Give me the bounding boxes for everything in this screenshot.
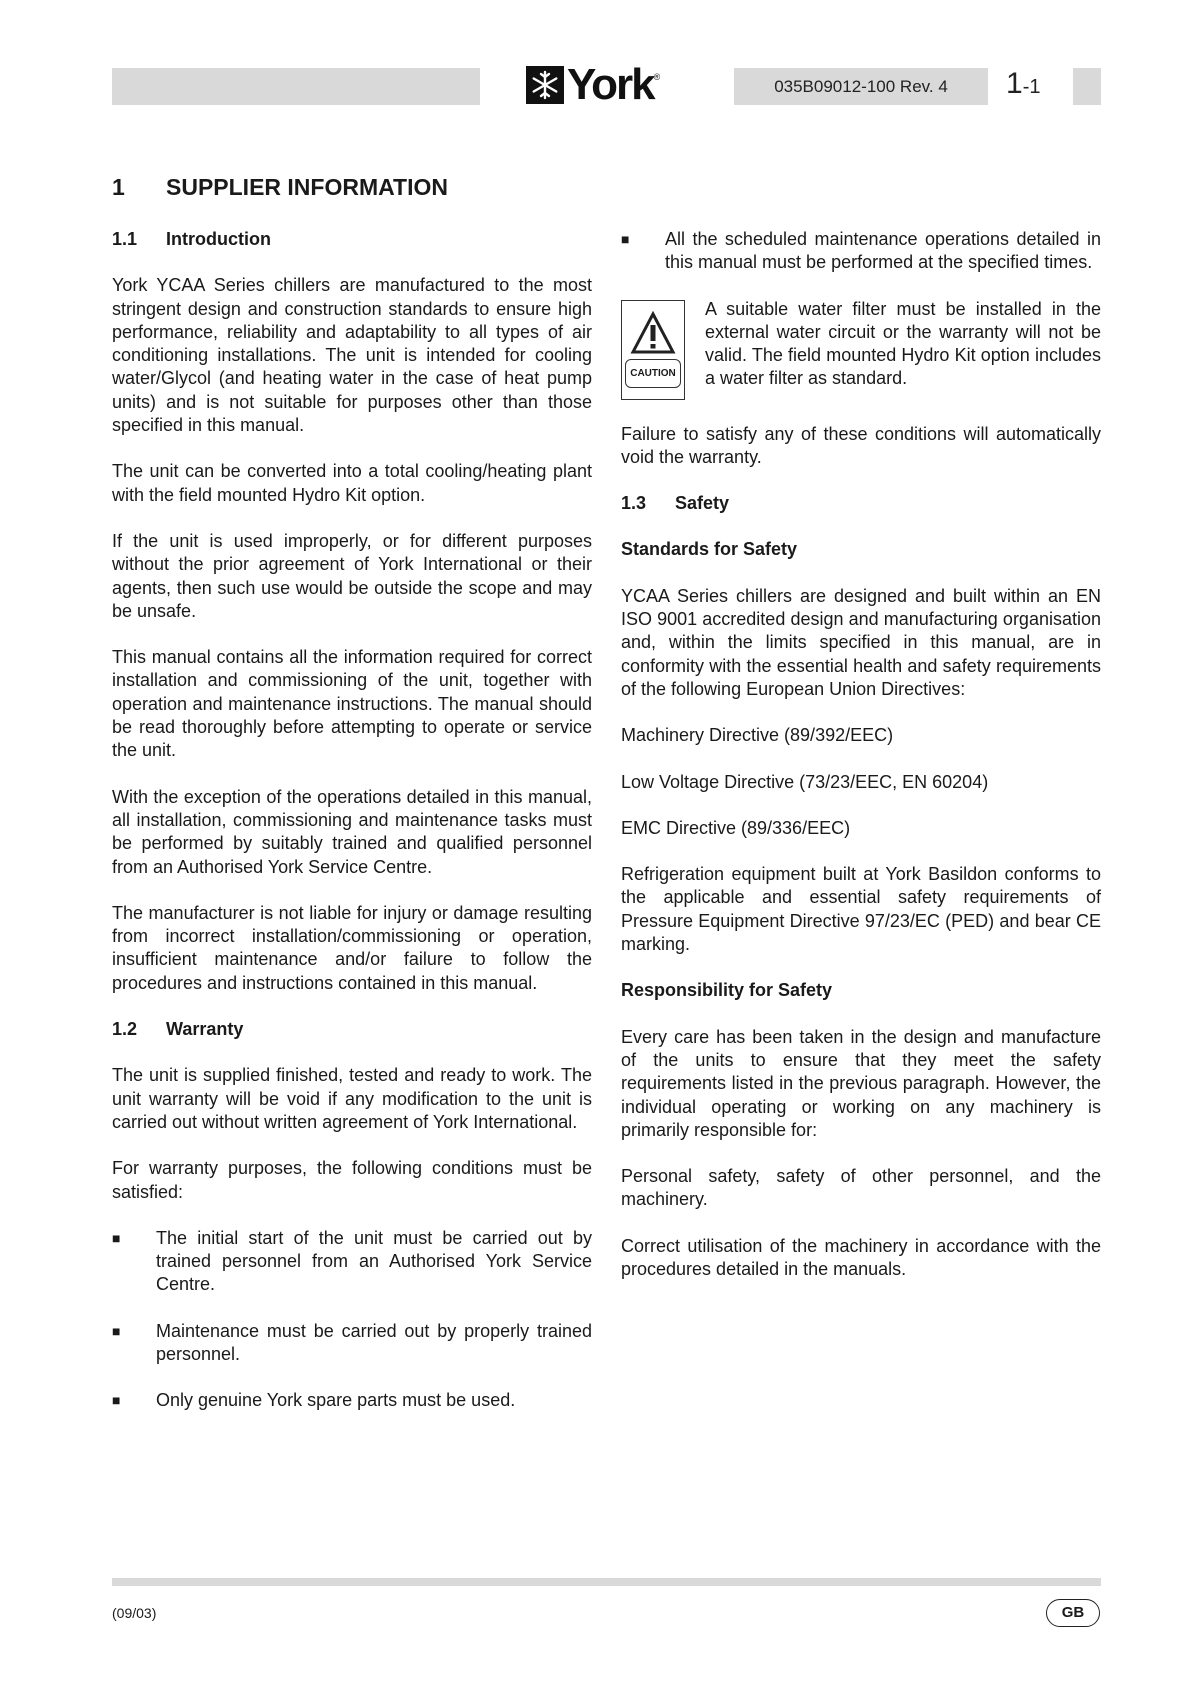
list-item-text: All the scheduled maintenance operations detailed in this manual must be performed at the specified times. xyxy=(665,229,1101,273)
footer-bar xyxy=(112,1578,1101,1586)
safety-title: Safety xyxy=(675,493,730,514)
introduction-title: Introduction xyxy=(166,229,271,249)
bullet-square-icon: ■ xyxy=(112,1322,121,1339)
list-item xyxy=(112,1227,592,1297)
registered-mark: ® xyxy=(653,72,661,82)
header-bar-right xyxy=(1073,68,1101,105)
list-item-text: Maintenance must be carried out by properly trained personnel. xyxy=(156,1320,592,1364)
logo-text: York xyxy=(567,60,654,109)
intro-paragraph-3: If the unit is used improperly, or for different purposes without the prior agreement of York International or their agents, then such use would be outside the scope and may be unsafe. xyxy=(112,530,592,621)
intro-paragraph-2: The unit can be converted into a total cooling/heating plant with the field mounted Hydro Kit option. xyxy=(112,461,592,505)
page-number-sub: -1 xyxy=(1022,76,1041,98)
snowflake-icon xyxy=(526,66,564,104)
section-title: SUPPLIER INFORMATION xyxy=(166,174,448,200)
safety-heading xyxy=(621,492,1101,515)
introduction-number: 1.1 xyxy=(112,229,138,249)
intro-paragraph-1: York YCAA Series chillers are manufactured to the most stringent design and construction standards to ensure high performance, reliability and adaptability to all types of air conditioning installations. The unit is intended for cooling water/Glycol (and heating water in the case of heat pump units) and is not suitable for purposes other than those specified in this manual. xyxy=(112,275,592,436)
list-item xyxy=(112,1320,592,1367)
bullet-square-icon: ■ xyxy=(112,1392,121,1409)
personal-safety-paragraph: Personal safety, safety of other personnel, and the machinery. xyxy=(621,1166,1101,1210)
bullet-square-icon: ■ xyxy=(112,1229,121,1246)
list-item-text: Only genuine York spare parts must be used. xyxy=(156,1390,516,1411)
caution-label: CAUTION xyxy=(625,359,681,388)
page-number-main: 1 xyxy=(1006,67,1023,100)
directive-emc: EMC Directive (89/336/EEC) xyxy=(621,817,851,838)
warranty-heading xyxy=(112,1018,592,1041)
correct-utilisation-paragraph: Correct utilisation of the machinery in accordance with the procedures detailed in the manuals. xyxy=(621,1235,1101,1280)
left-column xyxy=(112,228,592,1436)
warranty-paragraph-2: For warranty purposes, the following conditions must be satisfied: xyxy=(112,1158,592,1202)
intro-paragraph-5: With the exception of the operations detailed in this manual, all installation, commissioning and maintenance tasks must be performed by suitably trained and qualified personnel from an Authorised York Service Centre. xyxy=(112,786,592,877)
caution-text: A suitable water filter must be installed in the external water circuit or the warranty will not be valid. The field mounted Hydro Kit option includes a water filter as standard. xyxy=(705,298,1101,389)
section-heading xyxy=(112,174,448,201)
standards-paragraph: YCAA Series chillers are designed and built within an EN ISO 9001 accredited design and manufacturing organisation and, within the limits specified in this manual, are in conformity with the essential health and safety requirements of the following European Union Directives: xyxy=(621,585,1101,699)
list-item-text: The initial start of the unit must be carried out by trained personnel from an Authorised York Service Centre. xyxy=(156,1227,592,1295)
list-item xyxy=(621,228,1101,275)
warranty-paragraph-1: The unit is supplied finished, tested and ready to work. The unit warranty will be void if any modification to the unit is carried out without written agreement of York International. xyxy=(112,1065,592,1132)
warning-triangle-icon xyxy=(630,311,676,355)
intro-paragraph-6: The manufacturer is not liable for injury or damage resulting from incorrect installation/commissioning or operation, insufficient maintenance and/or failure to follow the procedures and instructions contained in this manual. xyxy=(112,902,592,993)
section-number: 1 xyxy=(112,174,125,200)
responsibility-paragraph: Every care has been taken in the design and manufacture of the units to ensure that they meet the safety requirements listed in the previous paragraph. However, the individual operating or working on any machinery is primarily responsible for: xyxy=(621,1026,1101,1140)
list-item xyxy=(112,1389,592,1412)
safety-number: 1.3 xyxy=(621,493,647,514)
ped-paragraph: Refrigeration equipment built at York Basildon conforms to the applicable and essential safety requirements of Pressure Equipment Directive 97/23/EC (PED) and bear CE marking. xyxy=(621,864,1101,955)
intro-paragraph-4: This manual contains all the information required for correct installation and commissioning of the unit, together with operation and maintenance instructions. The manual should be read thoroughly before attempting to operate or service the unit. xyxy=(112,647,592,761)
document-reference: 035B09012-100 Rev. 4 xyxy=(734,68,988,105)
header-bar-left xyxy=(112,68,480,105)
caution-notice xyxy=(621,298,1101,400)
warranty-title: Warranty xyxy=(166,1019,244,1040)
language-badge: GB xyxy=(1046,1599,1100,1627)
warranty-void-paragraph: Failure to satisfy any of these conditions will automatically void the warranty. xyxy=(621,423,1101,467)
standards-heading: Standards for Safety xyxy=(621,539,798,560)
right-column xyxy=(621,228,1101,1304)
responsibility-heading: Responsibility for Safety xyxy=(621,980,833,1001)
york-logo xyxy=(526,60,661,109)
directive-machinery: Machinery Directive (89/392/EEC) xyxy=(621,725,894,746)
bullet-square-icon: ■ xyxy=(621,231,630,247)
introduction-heading xyxy=(112,228,592,251)
directive-low-voltage: Low Voltage Directive (73/23/EEC, EN 60204) xyxy=(621,771,989,792)
warranty-number: 1.2 xyxy=(112,1019,138,1040)
caution-icon xyxy=(621,300,685,400)
footer-date: (09/03) xyxy=(112,1605,157,1621)
page-number xyxy=(1006,64,1040,107)
